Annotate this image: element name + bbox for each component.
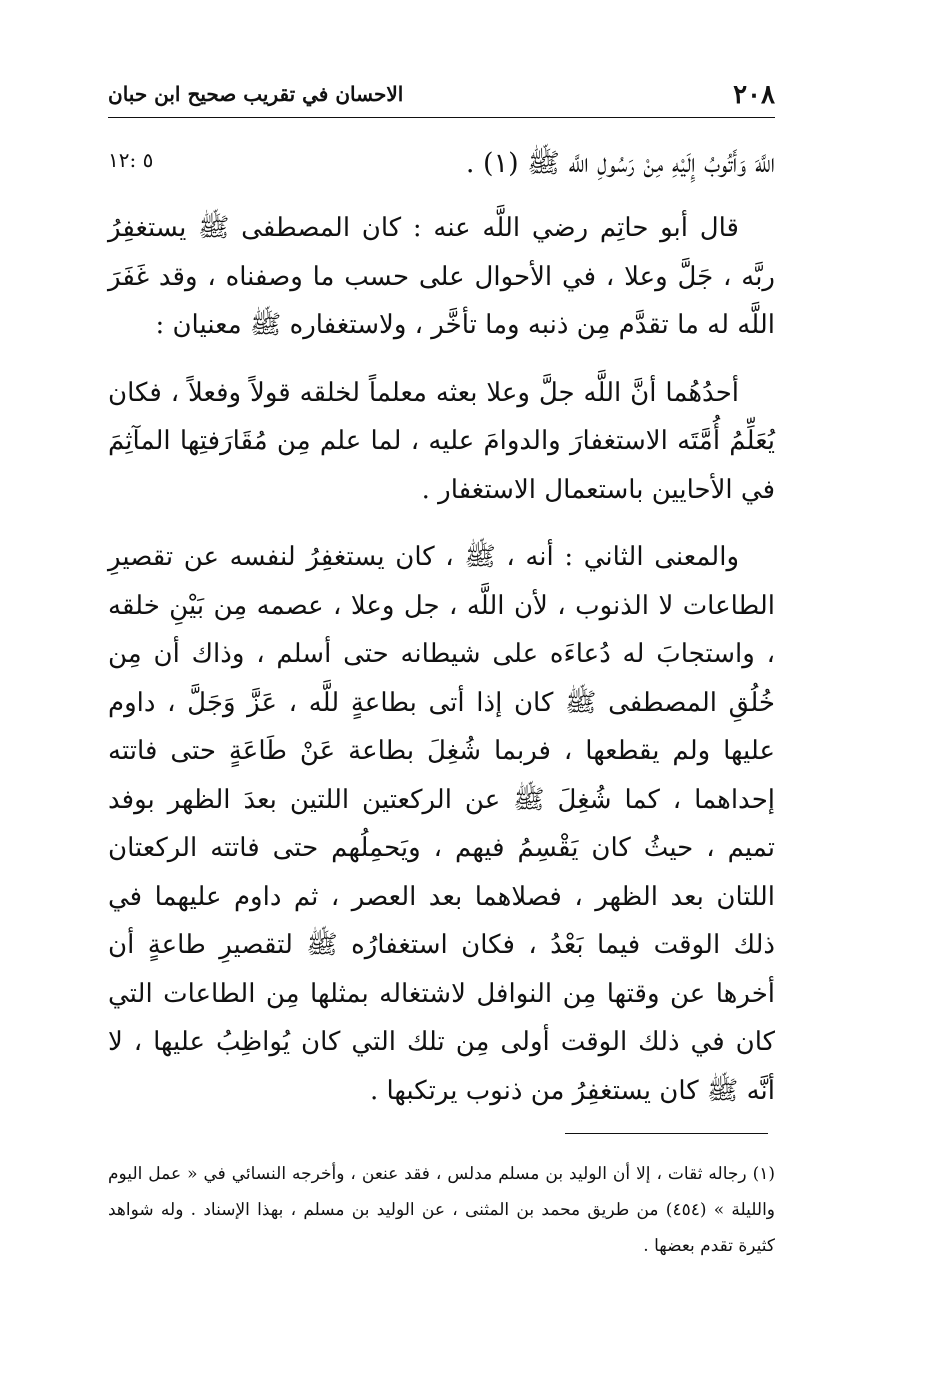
- footnote: (١) رجاله ثقات ، إلا أن الوليد بن مسلم مدلس ، فقد عنعن ، وأخرجه النسائي في « عمل اليوم والليلة » (٤٥٤) من طريق محمد بن المثنى ، عن الوليد بن مسلم ، بهذا الإسناد . وله شواهد كثيرة تقدم بعضها .: [108, 1164, 776, 1256]
- footnote-divider: [565, 1133, 768, 1134]
- verse-reference: ٥ :١٢: [108, 148, 154, 172]
- main-text: [108, 204, 775, 1115]
- page-header: [108, 80, 775, 120]
- header-divider: [108, 117, 775, 118]
- paragraph-second-meaning: والمعنى الثاني : أنه ، ﷺ ، كان يستغفِرُ لنفسه عن تقصيرِ الطاعات لا الذنوب ، لأن اللَّه ، جل وعلا ، عصمه مِن بَيْنِ خلقه ، واستجابَ له دُعاءَه على شيطانه حتى أسلم ، وذاك أن مِن خُلُقِ المصطفى ﷺ كان إذا أتى بطاعةٍ للَّه ، عَزَّ وَجَلَّ ، داوم عليها ولم يقطعها ، فربما شُغِلَ بطاعة عَنْ طَاعَةٍ حتى فاتته إحداهما ، كما شُغِلَ ﷺ عن الركعتين اللتين بعدَ الظهر بوفد تميم ، حيثُ كان يَقْسِمُ فيهم ، ويَحمِلُهم حتى فاتته الركعتان اللتان بعد الظهر ، فصلاهما بعد العصر ، ثم داوم عليهما في ذلك الوقت فيما بَعْدُ ، فكان استغفارُه ﷺ لتقصيرِ طاعةٍ أن أخرها عن وقتها مِن النوافل لاشتغاله بمثلها مِن الطاعات التي كان في ذلك الوقت أولى مِن تلك التي كان يُواظِبُ عليها ، لا أنَّه ﷺ كان يستغفِرُ من ذنوب يرتكبها .: [108, 542, 775, 1106]
- page-number: ٢٠٨: [733, 80, 775, 110]
- verse-text: اللَّهَ وَأَتُوبُ إِلَيْهِ مِنْ رَسُولِ اللَّه ﷺ (١) .: [465, 148, 775, 179]
- verse-line: [108, 142, 775, 186]
- running-title: الاحسان في تقريب صحيح ابن حبان: [108, 82, 404, 106]
- paragraph-first-meaning: أحدُهُما أنَّ اللَّه جلَّ وعلا بعثه معلماً لخلقه قولاً وفعلاً ، فكان يُعَلِّمُ أُمَّتَه الاستغفارَ والدوامَ عليه ، لما علم مِن مُقَارَفتِها المآثِمَ في الأحايين باستعمال الاستغفار .: [108, 377, 775, 505]
- paragraph-abu-hatim: قال أبو حاتِم رضي اللَّه عنه : كان المصطفى ﷺ يستغفِرُ ربَّه ، جَلَّ وعلا ، في الأحوال على حسب ما وصفناه ، وقد غَفَرَ اللَّه له ما تقدَّم مِن ذنبه وما تأخَّر ، ولاستغفاره ﷺ معنيان :: [108, 213, 775, 340]
